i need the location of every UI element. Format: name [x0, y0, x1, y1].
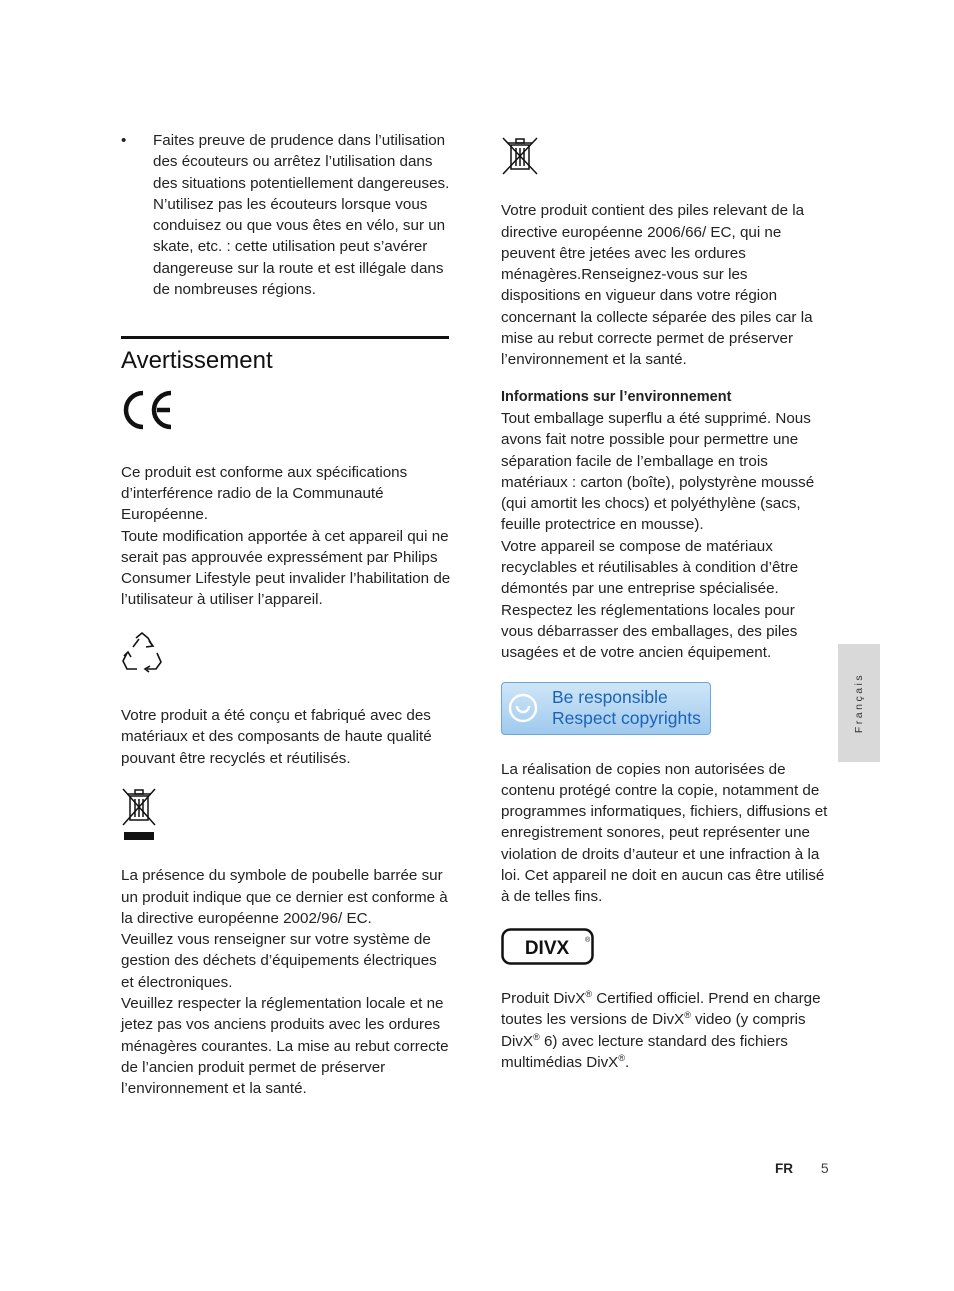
- banner-line-2: Respect copyrights: [552, 708, 701, 729]
- recycle-icon: [121, 631, 451, 679]
- right-column: [501, 130, 831, 1073]
- banner-text: [552, 687, 701, 729]
- recycle-text: Votre produit a été conçu et fabriqué avec des matériaux et des composants de haute qualité pouvant être recyclés et réutilisés.: [121, 707, 432, 767]
- divx-text: Produit DivX® Certified officiel. Prend en charge toutes les versions de DivX® video (y compris DivX® 6) avec lecture standard des fichiers multimédias DivX®.: [501, 988, 821, 1071]
- bullet-text: Faites preuve de prudence dans l’utilisation des écouteurs ou arrêtez l’utilisation dans des situations potentiellement dangereuses. N’utilisez pas les écouteurs lorsque vous conduisez ou que vous êtes en vélo, sur un skate, etc. : cette utilisation peut s’avérer dangereuse sur la route et est illégale dans de nombreuses régions.: [153, 132, 450, 299]
- env-text-2: Votre appareil se compose de matériaux recyclables et réutilisables à condition d’être démontés par une entreprise spécialisée.: [501, 537, 799, 598]
- divx-logo-text: DIVX: [524, 937, 570, 959]
- env-heading: Informations sur l’environnement: [501, 388, 732, 405]
- section-title: Avertissement: [121, 347, 273, 375]
- page-footer: [775, 1160, 829, 1176]
- language-side-tab: [838, 644, 880, 762]
- weee-text-1: La présence du symbole de poubelle barrée sur un produit indique que ce dernier est conforme à la directive européenne 2002/96/ EC.: [121, 867, 448, 927]
- copyright-banner: [501, 682, 711, 735]
- weee-text-2: Veuillez vous renseigner sur votre système de gestion des déchets d’équipements électriques et électroniques.: [121, 931, 437, 991]
- power-icon: [508, 693, 538, 723]
- crossed-bin-icon: [121, 787, 451, 847]
- footer-language: FR: [775, 1161, 793, 1176]
- ce-conformity-text: Ce produit est conforme aux spécifications d’interférence radio de la Communauté Européenne.: [121, 463, 408, 524]
- bullet-item: [121, 130, 451, 300]
- copyright-text: La réalisation de copies non autorisées de contenu protégé contre la copie, notamment de programmes informatiques, fichiers, diffusions et enregistrement sonores, peut représenter une violation de droits d’auteur et une infraction à la loi. Cet appareil ne doit en aucun cas être utilisé à de telles fins.: [501, 760, 828, 906]
- weee-text-3: Veuillez respecter la réglementation locale et ne jetez pas vos anciens produits avec les ordures ménagères courantes. La mise au rebut correcte de l’ancien produit permet de préserver l’environnement et la santé.: [121, 995, 449, 1098]
- env-text-1: Tout emballage superflu a été supprimé. Nous avons fait notre possible pour permettre une séparation facile de l’emballage en trois matériaux : carton (boîte), polystyrène moussé (qui amortit les chocs) et polyéthylène (sacs, feuille protectrice en mousse).: [501, 409, 815, 534]
- env-text-3: Respectez les réglementations locales pour vous débarrasser des emballages, des piles usagées et de votre ancien équipement.: [501, 601, 798, 662]
- language-side-tab-label: Français: [853, 672, 865, 734]
- battery-text: Votre produit contient des piles relevant de la directive européenne 2006/66/ EC, qui ne peuvent être jetées avec les ordures ménagères.Renseignez-vous sur les dispositions en vigueur dans votre région concernant la collecte séparée des piles car la mise au rebut correcte permet de préserver l’environnement et la santé.: [501, 202, 813, 369]
- ce-mark-icon: [121, 389, 451, 437]
- left-column: [121, 130, 451, 1100]
- page-number: 5: [820, 1160, 829, 1176]
- section-divider: [121, 336, 449, 339]
- bullet-marker: •: [121, 132, 127, 149]
- banner-line-1: Be responsible: [552, 687, 668, 708]
- divx-reg-mark: ®: [585, 936, 591, 944]
- battery-bin-icon: [501, 136, 831, 182]
- ce-modification-text: Toute modification apportée à cet appareil qui ne serait pas approuvée expressément par Philips Consumer Lifestyle peut invalider l’habilitation de l’utilisateur à utiliser l’appareil.: [121, 527, 451, 609]
- divx-logo: [501, 928, 831, 972]
